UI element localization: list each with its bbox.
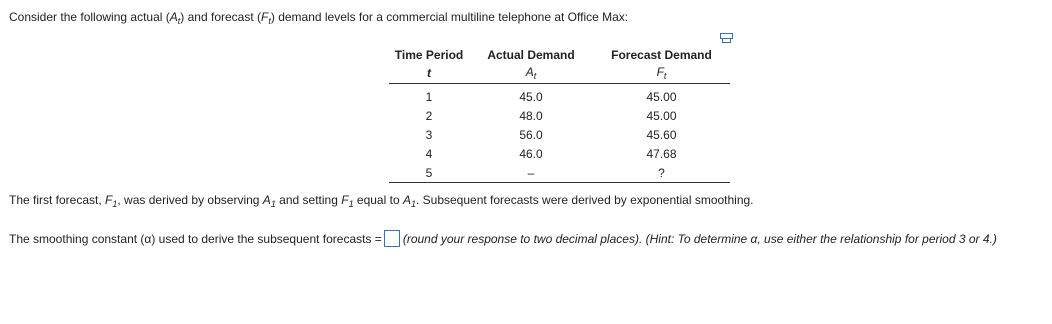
copy-icon[interactable] [720, 33, 733, 43]
table-row [389, 163, 730, 183]
subheader-forecast-symbol: $F_t$ [656, 65, 667, 81]
subheader-t: t [427, 66, 431, 80]
table-row [389, 84, 730, 107]
smoothing-constant-input[interactable] [384, 230, 400, 247]
header-actual-demand: Actual Demand [487, 48, 575, 62]
header-time-period: Time Period [394, 48, 464, 62]
hint-text: (round your response to two decimal places). (Hint: To determine α, use either the relationship for period 3 or 4.) [402, 232, 997, 246]
cell-period: 3 [425, 127, 433, 142]
cell-actual: – [527, 165, 535, 180]
cell-forecast: 47.68 [646, 146, 677, 161]
cell-actual: 48.0 [519, 108, 543, 123]
cell-period: 4 [425, 146, 433, 161]
forecast-symbol: $F_1$ [105, 193, 118, 209]
cell-period: 1 [425, 89, 433, 104]
question-text [9, 10, 628, 26]
cell-actual: 46.0 [519, 146, 543, 161]
prompt-text: The smoothing constant (α) used to derive the subsequent forecasts = [9, 232, 382, 246]
demand-table [389, 47, 730, 183]
actual-symbol: $A_1$ [402, 193, 416, 209]
cell-actual: 56.0 [519, 127, 543, 142]
cell-actual: 45.0 [519, 89, 543, 104]
table-row [389, 125, 730, 144]
actual-symbol: $A_1$ [262, 193, 276, 209]
header-forecast-demand: Forecast Demand [611, 48, 712, 62]
question-text-part: ) demand levels for a commercial multiline telephone at Office Max: [270, 10, 629, 24]
table-row [389, 106, 730, 125]
cell-forecast: 45.00 [646, 89, 677, 104]
explanation-text: The first forecast, $F_1$, was derived by observing $A_1$ and setting $F_1$ equal to $A_1$. Subsequent forecasts were derived by exponential smoothing. [9, 193, 754, 209]
actual-symbol: $A_t$ [169, 10, 181, 26]
cell-forecast: 45.00 [646, 108, 677, 123]
subheader-actual-symbol: $A_t$ [525, 65, 537, 81]
cell-forecast: ? [658, 165, 665, 180]
question-text-part: Consider the following actual ( [9, 10, 170, 24]
forecast-symbol: $F_t$ [261, 10, 271, 26]
answer-prompt [9, 230, 1039, 248]
forecast-symbol: $F_1$ [341, 193, 354, 209]
cell-period: 5 [425, 165, 433, 180]
table-row [389, 144, 730, 163]
table-header-row [389, 47, 730, 63]
question-text-part: ) and forecast ( [180, 10, 261, 24]
cell-period: 2 [425, 108, 433, 123]
table-subheader-row [389, 63, 730, 84]
cell-forecast: 45.60 [646, 127, 677, 142]
